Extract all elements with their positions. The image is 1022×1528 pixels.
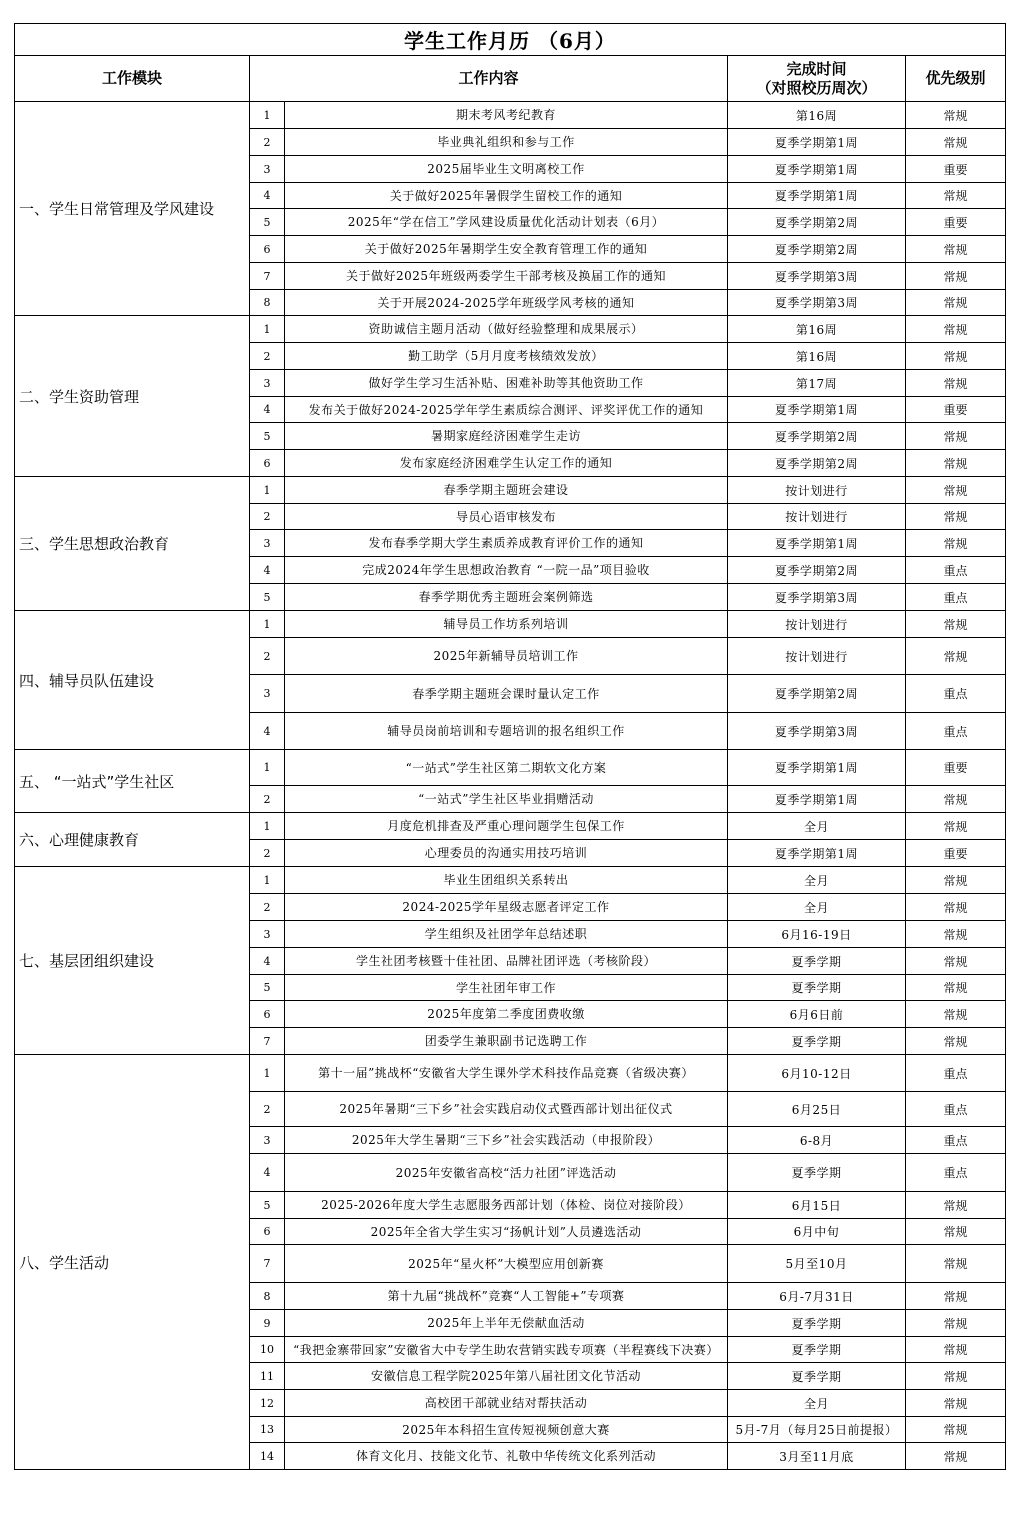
module-name: 二、学生资助管理 xyxy=(15,316,250,477)
item-time: 6月中旬 xyxy=(728,1219,906,1245)
item-priority: 重要 xyxy=(906,156,1006,183)
item-priority: 常规 xyxy=(906,786,1006,813)
item-time: 第16周 xyxy=(728,343,906,370)
item-content: 学生社团考核暨十佳社团、品牌社团评选（考核阶段） xyxy=(285,948,728,975)
item-number: 6 xyxy=(250,236,285,263)
item-priority: 重要 xyxy=(906,397,1006,423)
table-row xyxy=(15,867,1006,894)
item-content: “一站式”学生社区毕业捐赠活动 xyxy=(285,786,728,813)
item-priority: 常规 xyxy=(906,263,1006,290)
item-number: 1 xyxy=(250,477,285,504)
item-number: 7 xyxy=(250,1028,285,1055)
item-time: 夏季学期第3周 xyxy=(728,263,906,290)
item-content: 学生组织及社团学年总结述职 xyxy=(285,921,728,948)
header-time-line1: 完成时间 xyxy=(786,59,847,78)
item-content: 2025年上半年无偿献血活动 xyxy=(285,1310,728,1337)
item-time: 夏季学期第1周 xyxy=(728,530,906,557)
item-number: 4 xyxy=(250,183,285,209)
item-number: 5 xyxy=(250,584,285,611)
item-content: 春季学期优秀主题班会案例筛选 xyxy=(285,584,728,611)
item-priority: 常规 xyxy=(906,129,1006,156)
item-content: 第十一届”挑战杯“安徽省大学生课外学术科技作品竞赛（省级决赛） xyxy=(285,1055,728,1092)
item-priority: 常规 xyxy=(906,477,1006,504)
table-row xyxy=(15,813,1006,840)
table-row xyxy=(15,1055,1006,1092)
module-name: 三、学生思想政治教育 xyxy=(15,477,250,611)
item-time: 夏季学期第2周 xyxy=(728,236,906,263)
item-content: 春季学期主题班会课时量认定工作 xyxy=(285,675,728,713)
header-time-line2: （对照校历周次） xyxy=(756,78,877,97)
item-priority: 常规 xyxy=(906,290,1006,316)
item-priority: 重要 xyxy=(906,840,1006,867)
item-content: 2025年安徽省高校“活力社团”评选活动 xyxy=(285,1154,728,1192)
item-content: 暑期家庭经济困难学生走访 xyxy=(285,423,728,450)
item-time: 夏季学期第2周 xyxy=(728,209,906,236)
item-number: 2 xyxy=(250,129,285,156)
item-priority: 重点 xyxy=(906,557,1006,584)
item-number: 6 xyxy=(250,450,285,477)
item-time: 夏季学期第1周 xyxy=(728,183,906,209)
item-priority: 常规 xyxy=(906,1001,1006,1028)
item-priority: 常规 xyxy=(906,867,1006,894)
item-time: 夏季学期第1周 xyxy=(728,129,906,156)
item-time: 第17周 xyxy=(728,370,906,397)
item-time: 夏季学期 xyxy=(728,1337,906,1363)
item-content: 导员心语审核发布 xyxy=(285,504,728,530)
item-priority: 重要 xyxy=(906,750,1006,786)
item-priority: 常规 xyxy=(906,450,1006,477)
item-time: 夏季学期第1周 xyxy=(728,156,906,183)
item-number: 4 xyxy=(250,557,285,584)
item-content: 体育文化月、技能文化节、礼敬中华传统文化系列活动 xyxy=(285,1443,728,1470)
item-time: 夏季学期 xyxy=(728,975,906,1001)
table-row xyxy=(15,316,1006,343)
item-number: 5 xyxy=(250,209,285,236)
item-priority: 常规 xyxy=(906,102,1006,129)
item-content: 关于做好2025年暑假学生留校工作的通知 xyxy=(285,183,728,209)
item-number: 1 xyxy=(250,102,285,129)
item-number: 14 xyxy=(250,1443,285,1470)
item-priority: 重点 xyxy=(906,1092,1006,1127)
item-priority: 重点 xyxy=(906,1154,1006,1192)
item-time: 全月 xyxy=(728,813,906,840)
item-priority: 常规 xyxy=(906,1417,1006,1443)
item-time: 第16周 xyxy=(728,102,906,129)
item-priority: 常规 xyxy=(906,1363,1006,1390)
module-name: 七、基层团组织建设 xyxy=(15,867,250,1055)
header-content: 工作内容 xyxy=(250,56,728,102)
item-priority: 常规 xyxy=(906,1245,1006,1283)
item-number: 6 xyxy=(250,1001,285,1028)
module-name: 四、辅导员队伍建设 xyxy=(15,611,250,750)
item-time: 夏季学期 xyxy=(728,1363,906,1390)
header-time xyxy=(728,56,906,102)
item-priority: 常规 xyxy=(906,370,1006,397)
item-content: 2025年新辅导员培训工作 xyxy=(285,638,728,675)
item-time: 按计划进行 xyxy=(728,477,906,504)
item-priority: 常规 xyxy=(906,316,1006,343)
item-number: 1 xyxy=(250,867,285,894)
item-time: 夏季学期 xyxy=(728,1154,906,1192)
item-content: 安徽信息工程学院2025年第八届社团文化节活动 xyxy=(285,1363,728,1390)
item-time: 第16周 xyxy=(728,316,906,343)
item-number: 1 xyxy=(250,316,285,343)
header-priority: 优先级别 xyxy=(906,56,1006,102)
item-time: 夏季学期第2周 xyxy=(728,423,906,450)
item-number: 13 xyxy=(250,1417,285,1443)
item-time: 夏季学期第1周 xyxy=(728,750,906,786)
item-content: 春季学期主题班会建设 xyxy=(285,477,728,504)
item-content: “我把金寨带回家”安徽省大中专学生助农营销实践专项赛（半程赛线下决赛） xyxy=(285,1337,728,1363)
page-title: 学生工作月历 （6月） xyxy=(15,24,1006,56)
item-time: 6月6日前 xyxy=(728,1001,906,1028)
module-name: 五、 “一站式”学生社区 xyxy=(15,750,250,813)
item-priority: 常规 xyxy=(906,183,1006,209)
item-time: 5月-7月（每月25日前提报） xyxy=(728,1417,906,1443)
item-time: 全月 xyxy=(728,867,906,894)
item-number: 2 xyxy=(250,786,285,813)
item-priority: 重要 xyxy=(906,209,1006,236)
table-row xyxy=(15,102,1006,129)
item-number: 4 xyxy=(250,1154,285,1192)
item-content: 2025年“星火杯”大模型应用创新赛 xyxy=(285,1245,728,1283)
item-number: 1 xyxy=(250,813,285,840)
item-priority: 常规 xyxy=(906,948,1006,975)
item-priority: 常规 xyxy=(906,611,1006,638)
item-priority: 常规 xyxy=(906,975,1006,1001)
item-priority: 重点 xyxy=(906,675,1006,713)
calendar-body xyxy=(15,102,1006,1470)
item-priority: 常规 xyxy=(906,236,1006,263)
item-number: 2 xyxy=(250,343,285,370)
item-time: 3月至11月底 xyxy=(728,1443,906,1470)
item-number: 3 xyxy=(250,921,285,948)
item-time: 夏季学期第2周 xyxy=(728,450,906,477)
item-number: 6 xyxy=(250,1219,285,1245)
item-time: 夏季学期第1周 xyxy=(728,786,906,813)
item-priority: 常规 xyxy=(906,1390,1006,1417)
item-number: 2 xyxy=(250,1092,285,1127)
item-number: 11 xyxy=(250,1363,285,1390)
item-content: 发布春季学期大学生素质养成教育评价工作的通知 xyxy=(285,530,728,557)
item-content: 2025年全省大学生实习“扬帆计划”人员遴选活动 xyxy=(285,1219,728,1245)
item-priority: 重点 xyxy=(906,713,1006,750)
item-time: 夏季学期 xyxy=(728,1310,906,1337)
item-content: 期末考风考纪教育 xyxy=(285,102,728,129)
item-time: 夏季学期第3周 xyxy=(728,290,906,316)
item-time: 全月 xyxy=(728,1390,906,1417)
header-module: 工作模块 xyxy=(15,56,250,102)
item-content: 2025年本科招生宣传短视频创意大赛 xyxy=(285,1417,728,1443)
item-content: 2025届毕业生文明离校工作 xyxy=(285,156,728,183)
table-row xyxy=(15,611,1006,638)
item-content: 关于做好2025年暑期学生安全教育管理工作的通知 xyxy=(285,236,728,263)
item-content: “一站式”学生社区第二期软文化方案 xyxy=(285,750,728,786)
item-number: 2 xyxy=(250,504,285,530)
item-number: 4 xyxy=(250,713,285,750)
item-priority: 常规 xyxy=(906,1219,1006,1245)
item-number: 8 xyxy=(250,290,285,316)
item-number: 2 xyxy=(250,840,285,867)
item-number: 4 xyxy=(250,397,285,423)
item-priority: 常规 xyxy=(906,343,1006,370)
item-number: 7 xyxy=(250,1245,285,1283)
item-content: 发布关于做好2024-2025学年学生素质综合测评、评奖评优工作的通知 xyxy=(285,397,728,423)
item-priority: 常规 xyxy=(906,1028,1006,1055)
item-priority: 常规 xyxy=(906,423,1006,450)
item-number: 2 xyxy=(250,638,285,675)
item-time: 6月-7月31日 xyxy=(728,1283,906,1310)
item-time: 夏季学期第2周 xyxy=(728,557,906,584)
module-name: 一、学生日常管理及学风建设 xyxy=(15,102,250,316)
item-content: 发布家庭经济困难学生认定工作的通知 xyxy=(285,450,728,477)
item-number: 8 xyxy=(250,1283,285,1310)
item-priority: 常规 xyxy=(906,504,1006,530)
item-content: 做好学生学习生活补贴、困难补助等其他资助工作 xyxy=(285,370,728,397)
item-time: 6月15日 xyxy=(728,1192,906,1219)
item-priority: 常规 xyxy=(906,921,1006,948)
item-time: 夏季学期 xyxy=(728,1028,906,1055)
work-calendar-table xyxy=(14,23,1006,1470)
item-number: 10 xyxy=(250,1337,285,1363)
item-content: 2025-2026年度大学生志愿服务西部计划（体检、岗位对接阶段） xyxy=(285,1192,728,1219)
item-priority: 常规 xyxy=(906,894,1006,921)
item-number: 4 xyxy=(250,948,285,975)
item-priority: 常规 xyxy=(906,530,1006,557)
item-time: 5月至10月 xyxy=(728,1245,906,1283)
item-content: 辅导员岗前培训和专题培训的报名组织工作 xyxy=(285,713,728,750)
item-priority: 常规 xyxy=(906,1443,1006,1470)
item-priority: 常规 xyxy=(906,813,1006,840)
item-number: 2 xyxy=(250,894,285,921)
item-content: 毕业生团组织关系转出 xyxy=(285,867,728,894)
item-number: 5 xyxy=(250,975,285,1001)
item-time: 夏季学期第3周 xyxy=(728,713,906,750)
item-content: 关于开展2024-2025学年班级学风考核的通知 xyxy=(285,290,728,316)
item-priority: 重点 xyxy=(906,1127,1006,1154)
item-content: 完成2024年学生思想政治教育 “一院一品”项目验收 xyxy=(285,557,728,584)
item-time: 夏季学期第2周 xyxy=(728,675,906,713)
item-time: 6月10-12日 xyxy=(728,1055,906,1092)
table-row xyxy=(15,477,1006,504)
item-time: 按计划进行 xyxy=(728,504,906,530)
item-time: 按计划进行 xyxy=(728,611,906,638)
item-number: 1 xyxy=(250,750,285,786)
item-number: 3 xyxy=(250,530,285,557)
module-name: 八、学生活动 xyxy=(15,1055,250,1470)
item-priority: 常规 xyxy=(906,1283,1006,1310)
item-number: 1 xyxy=(250,611,285,638)
item-time: 夏季学期 xyxy=(728,948,906,975)
item-number: 3 xyxy=(250,1127,285,1154)
item-content: 2024-2025学年星级志愿者评定工作 xyxy=(285,894,728,921)
item-time: 6月25日 xyxy=(728,1092,906,1127)
item-time: 夏季学期第1周 xyxy=(728,840,906,867)
item-content: 2025年大学生暑期“三下乡”社会实践活动（申报阶段） xyxy=(285,1127,728,1154)
item-time: 夏季学期第1周 xyxy=(728,397,906,423)
item-content: 毕业典礼组织和参与工作 xyxy=(285,129,728,156)
item-content: 2025年暑期“三下乡”社会实践启动仪式暨西部计划出征仪式 xyxy=(285,1092,728,1127)
item-content: 勤工助学（5月月度考核绩效发放） xyxy=(285,343,728,370)
item-content: 团委学生兼职副书记选聘工作 xyxy=(285,1028,728,1055)
item-number: 1 xyxy=(250,1055,285,1092)
item-priority: 常规 xyxy=(906,1310,1006,1337)
item-number: 3 xyxy=(250,156,285,183)
item-number: 3 xyxy=(250,370,285,397)
item-content: 2025年“学在信工”学风建设质量优化活动计划表（6月） xyxy=(285,209,728,236)
item-content: 高校团干部就业结对帮扶活动 xyxy=(285,1390,728,1417)
table-row xyxy=(15,750,1006,786)
item-time: 按计划进行 xyxy=(728,638,906,675)
item-content: 第十九届“挑战杯”竞赛“人工智能+”专项赛 xyxy=(285,1283,728,1310)
item-content: 心理委员的沟通实用技巧培训 xyxy=(285,840,728,867)
item-number: 5 xyxy=(250,423,285,450)
item-number: 3 xyxy=(250,675,285,713)
item-priority: 常规 xyxy=(906,638,1006,675)
item-time: 全月 xyxy=(728,894,906,921)
item-priority: 重点 xyxy=(906,1055,1006,1092)
item-priority: 常规 xyxy=(906,1192,1006,1219)
item-content: 2025年度第二季度团费收缴 xyxy=(285,1001,728,1028)
item-number: 5 xyxy=(250,1192,285,1219)
item-time: 夏季学期第3周 xyxy=(728,584,906,611)
item-number: 12 xyxy=(250,1390,285,1417)
item-content: 学生社团年审工作 xyxy=(285,975,728,1001)
module-name: 六、心理健康教育 xyxy=(15,813,250,867)
item-content: 关于做好2025年班级两委学生干部考核及换届工作的通知 xyxy=(285,263,728,290)
item-content: 辅导员工作坊系列培训 xyxy=(285,611,728,638)
item-time: 6-8月 xyxy=(728,1127,906,1154)
item-number: 9 xyxy=(250,1310,285,1337)
item-number: 7 xyxy=(250,263,285,290)
item-time: 6月16-19日 xyxy=(728,921,906,948)
item-priority: 重点 xyxy=(906,584,1006,611)
item-content: 资助诚信主题月活动（做好经验整理和成果展示） xyxy=(285,316,728,343)
item-priority: 常规 xyxy=(906,1337,1006,1363)
item-content: 月度危机排查及严重心理问题学生包保工作 xyxy=(285,813,728,840)
